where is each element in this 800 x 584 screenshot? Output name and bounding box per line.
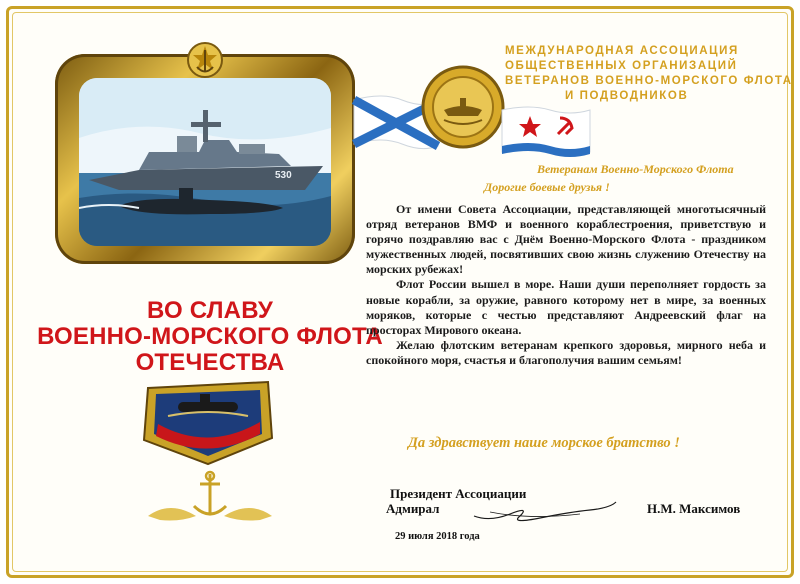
warship-image [79,78,331,246]
association-line-2: ОБЩЕСТВЕННЫХ ОРГАНИЗАЦИЙ [505,60,738,72]
letter-body [366,202,766,368]
paragraph-1: От имени Совета Ассоциации, представляющей многотысячный отряд ветеранов ВМФ и военного кораблестроения, приветствую и горячо поздравляю вас с Днём Военно-Морского Флота - праздником мужественных людей, посвятивших свою жизнь служению Отечеству на морских рубежах! [366,202,766,277]
association-line-1: МЕЖДУНАРОДНАЯ АССОЦИАЦИЯ [505,45,739,57]
paragraph-3: Желаю флотским ветеранам крепкого здоровья, мирного неба и спокойного моря, счастья и благополучия вашим семьям! [366,337,766,367]
submarine-badge-icon [138,378,278,468]
signer-title: Президент Ассоциации [390,486,527,501]
anchor-star-emblem-icon [183,40,227,80]
anchor-ornament-icon [140,470,280,526]
title-line-3: ОТЕЧЕСТВА [135,349,285,376]
main-title [30,298,390,376]
closing-line: Да здравствует наше морское братство ! [408,435,680,451]
salutation: Дорогие боевые друзья ! [484,180,610,194]
navy-ensign-flag-icon [500,104,592,162]
title-line-1: ВО СЛАВУ [147,297,273,324]
association-name [505,44,793,104]
association-line-4: И ПОДВОДНИКОВ [565,90,689,102]
signer-name: Н.М. Максимов [647,501,741,516]
ship-number: 530 [275,170,292,181]
association-line-3: ВЕТЕРАНОВ ВОЕННО-МОРСКОГО ФЛОТА [505,75,793,87]
warship-photo [79,78,331,246]
photo-medallion [55,40,355,255]
addressee: Ветеранам Военно-Морского Флота [537,162,734,176]
signer-rank: Адмирал [386,501,440,516]
paragraph-2: Флот России вышел в море. Наши души переполняет гордость за новые корабли, за оружие, равного которому нет в мире, за военных моряков, которые с честью представляют Андреевский флаг на просторах Мирового океана. [366,277,766,337]
title-line-2: ВОЕННО-МОРСКОГО ФЛОТА [37,323,383,350]
letter-date: 29 июля 2018 года [395,531,480,542]
association-medal-icon [420,64,506,150]
handwritten-signature [470,492,620,526]
